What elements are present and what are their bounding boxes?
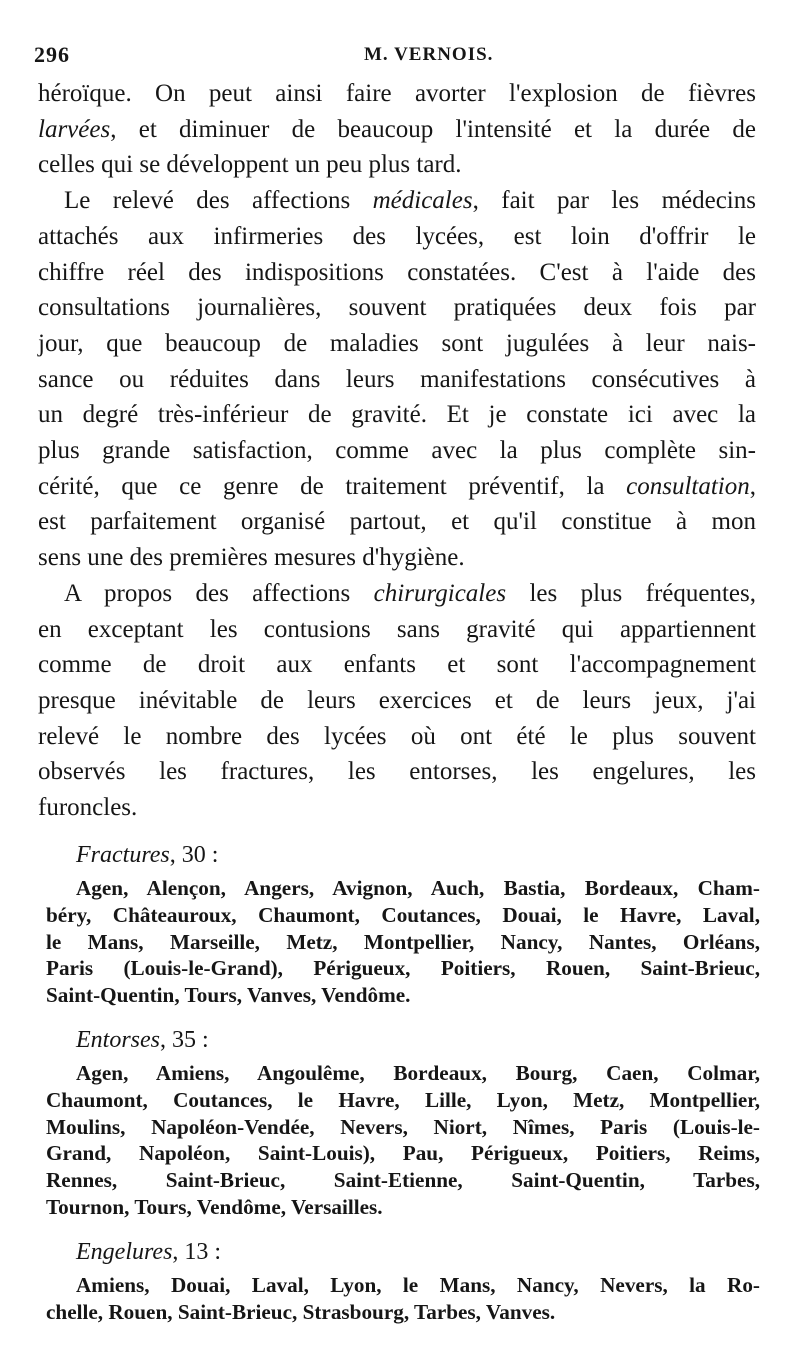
paragraph — [38, 76, 756, 183]
body-text — [38, 76, 756, 826]
text-line — [38, 76, 756, 112]
text-segment: attachés aux infirmeries des lycées, est loin d'offrir le — [38, 222, 756, 250]
text-segment: sens une des premières mesures d'hygiène. — [38, 544, 465, 572]
text-line — [38, 255, 756, 291]
text-line — [38, 612, 756, 648]
list-line: Amiens, Douai, Laval, Lyon, le Mans, Nancy, Nevers, la Ro- — [76, 1273, 760, 1297]
page-number: 296 — [34, 42, 70, 67]
text-line — [38, 754, 756, 790]
text-segment: presque inévitable de leurs exercices et de leurs jeux, j'ai — [38, 686, 756, 714]
text-segment: chiffre réel des indispositions constatées. C'est à l'aide des — [38, 258, 756, 286]
text-segment: cérité, que ce genre de traitement préventif, la — [38, 472, 627, 500]
text-segment: celles qui se développent un peu plus tard. — [38, 151, 462, 179]
text-segment: jour, que beaucoup de maladies sont jugulées à leur nais- — [38, 329, 756, 357]
list-line: Paris (Louis-le-Grand), Périgueux, Poitiers, Rouen, Saint-Brieuc, — [46, 956, 760, 981]
italic-term: consultation — [626, 472, 750, 500]
text-segment: , et diminuer de beaucoup l'intensité et la durée de — [110, 115, 756, 143]
text-segment: en exceptant les contusions sans gravité qui appartiennent — [38, 615, 756, 643]
list-heading — [76, 1237, 221, 1267]
text-segment: les plus fréquentes, — [506, 579, 756, 607]
list-line: Rennes, Saint-Brieuc, Saint-Etienne, Saint-Quentin, Tarbes, — [46, 1168, 760, 1193]
list-heading-name: Engelures — [76, 1239, 173, 1265]
text-segment: sance ou réduites dans leurs manifestations consécutives à — [38, 365, 756, 393]
text-segment: observés les fractures, les entorses, les engelures, les — [38, 758, 756, 786]
list-line: Moulins, Napoléon-Vendée, Nevers, Niort, Nîmes, Paris (Louis-le- — [46, 1114, 760, 1139]
text-segment: A propos des affections — [64, 579, 374, 607]
text-segment: , fait par les médecins — [472, 187, 756, 215]
italic-term: médicales — [372, 187, 473, 215]
list-heading-count: , 35 : — [160, 1027, 209, 1053]
text-segment: consultations journalières, souvent pratiquées deux fois par — [38, 294, 756, 322]
list-line: le Mans, Marseille, Metz, Montpellier, Nancy, Nantes, Orléans, — [46, 929, 760, 954]
text-line — [38, 469, 756, 505]
text-line — [38, 540, 756, 576]
text-line — [38, 504, 756, 540]
list-line: Agen, Amiens, Angoulême, Bordeaux, Bourg, Caen, Colmar, — [76, 1061, 760, 1085]
text-segment: furoncles. — [38, 794, 138, 822]
text-line — [38, 112, 756, 148]
text-line — [38, 290, 756, 326]
list-line: Grand, Napoléon, Saint-Louis), Pau, Périgueux, Poitiers, Reims, — [46, 1141, 760, 1166]
text-segment: est parfaitement organisé partout, et qu'il constitue à mon — [38, 508, 756, 536]
list-line: Chaumont, Coutances, le Havre, Lille, Lyon, Metz, Montpellier, — [46, 1087, 760, 1112]
text-line — [38, 183, 756, 219]
list-heading-count: , 13 : — [172, 1239, 222, 1265]
lycee-list — [46, 875, 760, 1009]
text-line — [38, 433, 756, 469]
list-line: Agen, Alençon, Angers, Avignon, Auch, Bastia, Bordeaux, Cham- — [76, 876, 760, 900]
text-segment: relevé le nombre des lycées où ont été le plus souvent — [38, 722, 756, 750]
list-heading-name: Fractures — [76, 842, 170, 868]
list-heading-count: , 30 : — [169, 842, 219, 868]
list-line: Tournon, Tours, Vendôme, Versailles. — [46, 1194, 383, 1219]
text-line — [38, 326, 756, 362]
italic-term: chirurgicales — [373, 579, 507, 607]
page-header — [34, 42, 760, 72]
list-heading — [76, 1025, 209, 1055]
text-line — [38, 683, 756, 719]
text-line — [38, 790, 756, 826]
running-head: M. VERNOIS. — [364, 44, 494, 65]
text-line — [38, 647, 756, 683]
text-line — [38, 397, 756, 433]
italic-term: larvées — [38, 115, 111, 143]
text-line — [38, 147, 756, 183]
list-heading — [76, 840, 218, 870]
lycee-list — [46, 1272, 760, 1326]
text-segment: héroïque. On peut ainsi faire avorter l'explosion de fièvres — [38, 80, 756, 107]
text-segment: un degré très-inférieur de gravité. Et je constate ici avec la — [38, 401, 756, 429]
lycee-list — [46, 1060, 760, 1221]
text-segment: , — [749, 472, 756, 500]
list-line: Saint-Quentin, Tours, Vanves, Vendôme. — [46, 983, 411, 1008]
list-line: béry, Châteauroux, Chaumont, Coutances, Douai, le Havre, Laval, — [46, 902, 760, 927]
text-line — [38, 719, 756, 755]
paragraph — [38, 183, 756, 576]
text-segment: comme de droit aux enfants et sont l'accompagnement — [38, 651, 756, 679]
text-line — [38, 362, 756, 398]
list-heading-name: Entorses — [76, 1027, 160, 1053]
list-line: chelle, Rouen, Saint-Brieuc, Strasbourg, Tarbes, Vanves. — [46, 1299, 556, 1324]
text-segment: plus grande satisfaction, comme avec la plus complète sin- — [38, 437, 756, 465]
text-line — [38, 219, 756, 255]
text-segment: Le relevé des affections — [64, 187, 373, 215]
text-line — [38, 576, 756, 612]
paragraph — [38, 576, 756, 826]
